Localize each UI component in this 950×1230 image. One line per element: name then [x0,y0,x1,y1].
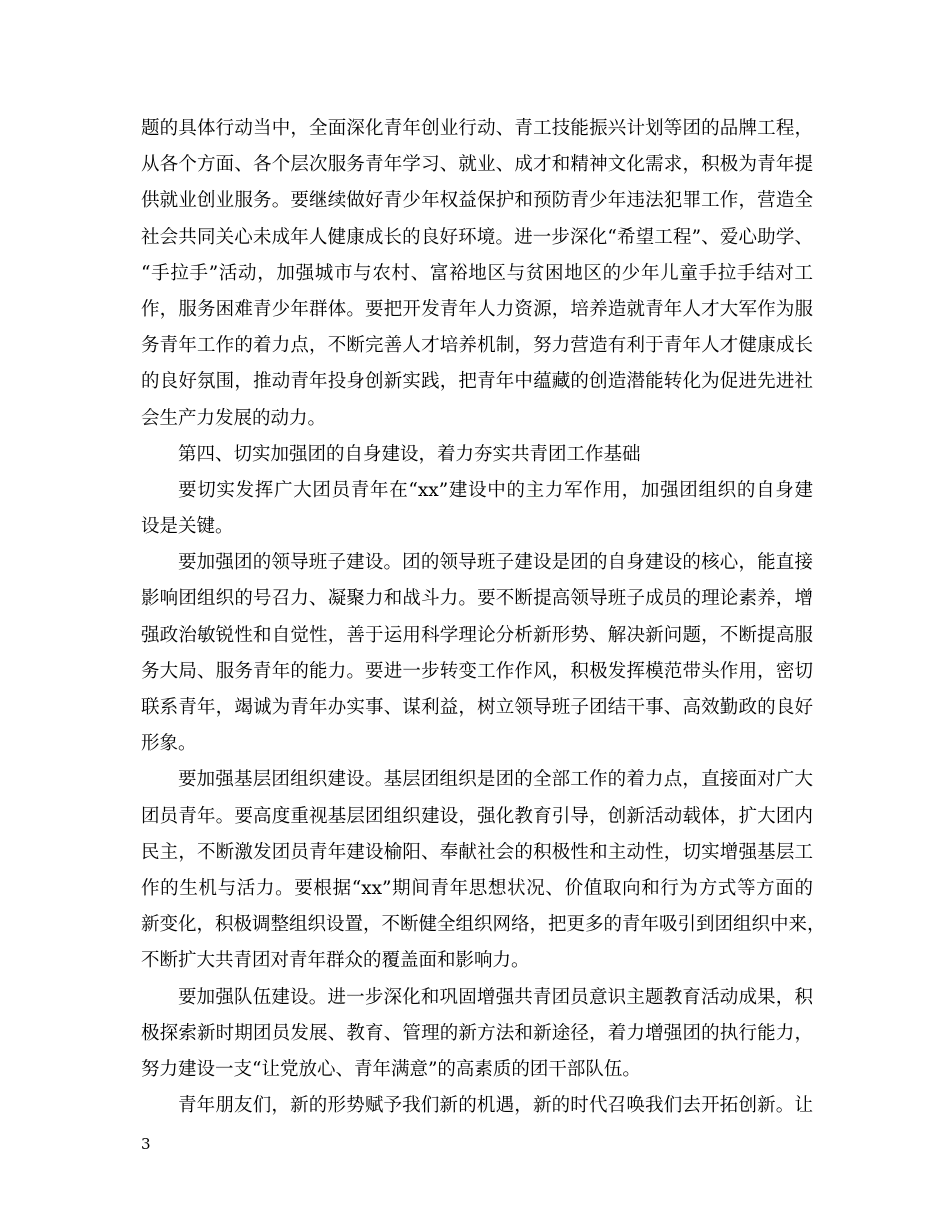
text-line: 联系青年，竭诚为青年办实事、谋利益，树立领导班子团结干事、高效勤政的良好 [141,697,813,718]
text-line: 形象。 [141,733,197,755]
text-line: 设是关键。 [141,516,234,538]
text-line: 作，服务困难青少年群体。要把开发青年人力资源，培养造就青年人才大军作为服 [141,298,813,320]
text-line: 会生产力发展的动力。 [141,407,327,429]
section-heading: 第四、切实加强团的自身建设，着力夯实共青团工作基础 [178,443,641,465]
text-line: 新变化，积极调整组织设置，不断健全组织网络，把更多的青年吸引到团组织中来， [141,914,826,936]
text-line: “手拉手”活动，加强城市与农村、富裕地区与贫困地区的少年儿童手拉手结对工 [141,262,813,284]
text-line: 青年朋友们，新的形势赋予我们新的机遇，新的时代召唤我们去开拓创新。让 [178,1095,813,1117]
text-line: 要加强队伍建设。进一步深化和巩固增强共青团员意识主题教育活动成果，积 [178,986,813,1008]
text-line: 强政治敏锐性和自觉性，善于运用科学理论分析新形势、解决新问题，不断提高服 [141,624,813,646]
page-number: 3 [141,1135,151,1153]
text-line: 要加强基层团组织建设。基层团组织是团的全部工作的着力点，直接面对广大 [178,769,813,791]
text-line: 不断扩大共青团对青年群众的覆盖面和影响力。 [141,950,530,972]
text-line: 题的具体行动当中，全面深化青年创业行动、青工技能振兴计划等团的品牌工程， [141,118,813,139]
text-line: 社会共同关心未成年人健康成长的良好环境。进一步深化“希望工程”、爱心助学、 [141,226,813,248]
text-line: 团员青年。要高度重视基层团组织建设，强化教育引导，创新活动载体，扩大团内 [141,805,813,827]
text-line: 从各个方面、各个层次服务青年学习、就业、成才和精神文化需求，积极为青年提 [141,154,813,176]
text-line: 要加强团的领导班子建设。团的领导班子建设是团的自身建设的核心，能直接 [178,552,813,574]
text-line: 务青年工作的着力点，不断完善人才培养机制，努力营造有利于青年人才健康成长 [141,335,813,357]
text-line: 作的生机与活力。要根据“xx”期间青年思想状况、价值取向和行为方式等方面的 [141,877,813,899]
text-line: 民主，不断激发团员青年建设榆阳、奉献社会的积极性和主动性，切实增强基层工 [141,841,813,863]
text-line: 要切实发挥广大团员青年在“xx”建设中的主力军作用，加强团组织的自身建 [178,479,813,501]
text-line: 的良好氛围，推动青年投身创新实践，把青年中蕴藏的创造潜能转化为促进先进社 [141,371,813,393]
text-line: 供就业创业服务。要继续做好青少年权益保护和预防青少年违法犯罪工作，营造全 [141,190,813,212]
body-text [141,111,826,1124]
text-line: 极探索新时期团员发展、教育、管理的新方法和新途径，着力增强团的执行能力， [141,1022,813,1044]
text-line: 努力建设一支“让党放心、青年满意”的高素质的团干部队伍。 [141,1058,641,1080]
text-line: 影响团组织的号召力、凝聚力和战斗力。要不断提高领导班子成员的理论素养，增 [141,588,813,610]
text-line: 务大局、服务青年的能力。要进一步转变工作作风，积极发挥模范带头作用，密切 [141,660,813,682]
